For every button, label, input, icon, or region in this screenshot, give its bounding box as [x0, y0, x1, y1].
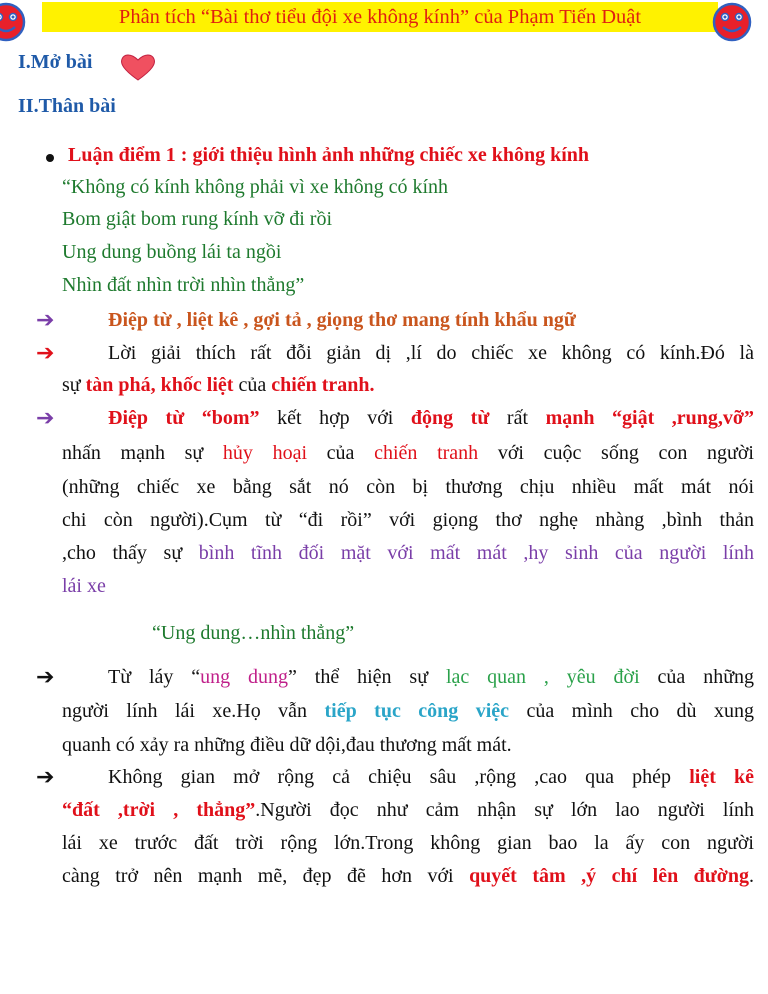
page-title: Phân tích “Bài thơ tiểu đội xe không kính” của Phạm Tiến Duật: [118, 5, 642, 28]
analysis-3-cont: ,cho thấy sự bình tĩnh đối mặt với mất mát ,hy sinh của người lính: [62, 542, 754, 564]
analysis-3-cont: chi còn người).Cụm từ “đi rồi” với giọng thơ nghẹ nhàng ,bình thản: [62, 509, 754, 531]
analysis-1: Điệp từ , liệt kê , gợi tả , giọng thơ mang tính khẩu ngữ: [108, 309, 576, 331]
analysis-5-cont: càng trở nên mạnh mẽ, đẹp đẽ hơn với quyết tâm ,ý chí lên đường.: [62, 865, 754, 887]
arrow-right-icon: ➔: [36, 664, 55, 689]
smiley-face-icon: [0, 2, 26, 42]
poem-line: Bom giật bom rung kính vỡ đi rồi: [62, 208, 333, 230]
analysis-4: Từ láy “ung dung” thể hiện sự lạc quan , yêu đời của những: [108, 666, 755, 688]
poem-quote: “Ung dung…nhìn thẳng”: [152, 622, 355, 644]
arrow-right-icon: ➔: [36, 764, 55, 789]
bullet-dot: [46, 154, 54, 162]
heading-body: II.Thân bài: [18, 95, 116, 117]
analysis-4-cont: quanh có xảy ra những điều dữ dội,đau thương mất mát.: [62, 734, 512, 756]
analysis-4-cont: người lính lái xe.Họ vẫn tiếp tục công việc của mình cho dù xung: [62, 700, 754, 722]
point-1: Luận điểm 1 : giới thiệu hình ảnh những chiếc xe không kính: [68, 144, 590, 166]
poem-line: Ung dung buồng lái ta ngồi: [62, 241, 282, 263]
analysis-5: Không gian mở rộng cả chiệu sâu ,rộng ,cao qua phép liệt kê: [108, 766, 755, 788]
arrow-right-icon: ➔: [36, 307, 55, 332]
analysis-2-cont: sự tàn phá, khốc liệt của chiến tranh.: [62, 374, 375, 396]
title-banner: [42, 2, 718, 32]
heading-intro: I.Mở bài: [18, 51, 93, 73]
analysis-3-cont: lái xe: [62, 575, 106, 597]
analysis-2: Lời giải thích rất đỗi giản dị ,lí do chiếc xe không có kính.Đó là: [108, 342, 754, 364]
analysis-5-cont: “đất ,trời , thẳng”.Người đọc như cảm nhận sự lớn lao người lính: [62, 799, 754, 821]
analysis-3: Điệp từ “bom” kết hợp với động từ rất mạnh “giật ,rung,vỡ”: [108, 407, 754, 429]
analysis-5-cont: lái xe trước đất trời rộng lớn.Trong không gian bao la ấy con người: [62, 832, 754, 854]
arrow-right-icon: ➔: [36, 340, 55, 365]
analysis-3-cont: nhấn mạnh sự hủy hoại của chiến tranh với cuộc sống con người: [62, 442, 754, 464]
heart-icon: [118, 52, 158, 82]
smiley-face-icon: [712, 2, 752, 42]
arrow-right-icon: ➔: [36, 405, 55, 430]
analysis-3-cont: (những chiếc xe bằng sắt nó còn bị thương chịu nhiều mất mát nói: [62, 476, 754, 498]
poem-line: “Không có kính không phải vì xe không có kính: [62, 176, 449, 198]
poem-line: Nhìn đất nhìn trời nhìn thẳng”: [62, 274, 305, 296]
